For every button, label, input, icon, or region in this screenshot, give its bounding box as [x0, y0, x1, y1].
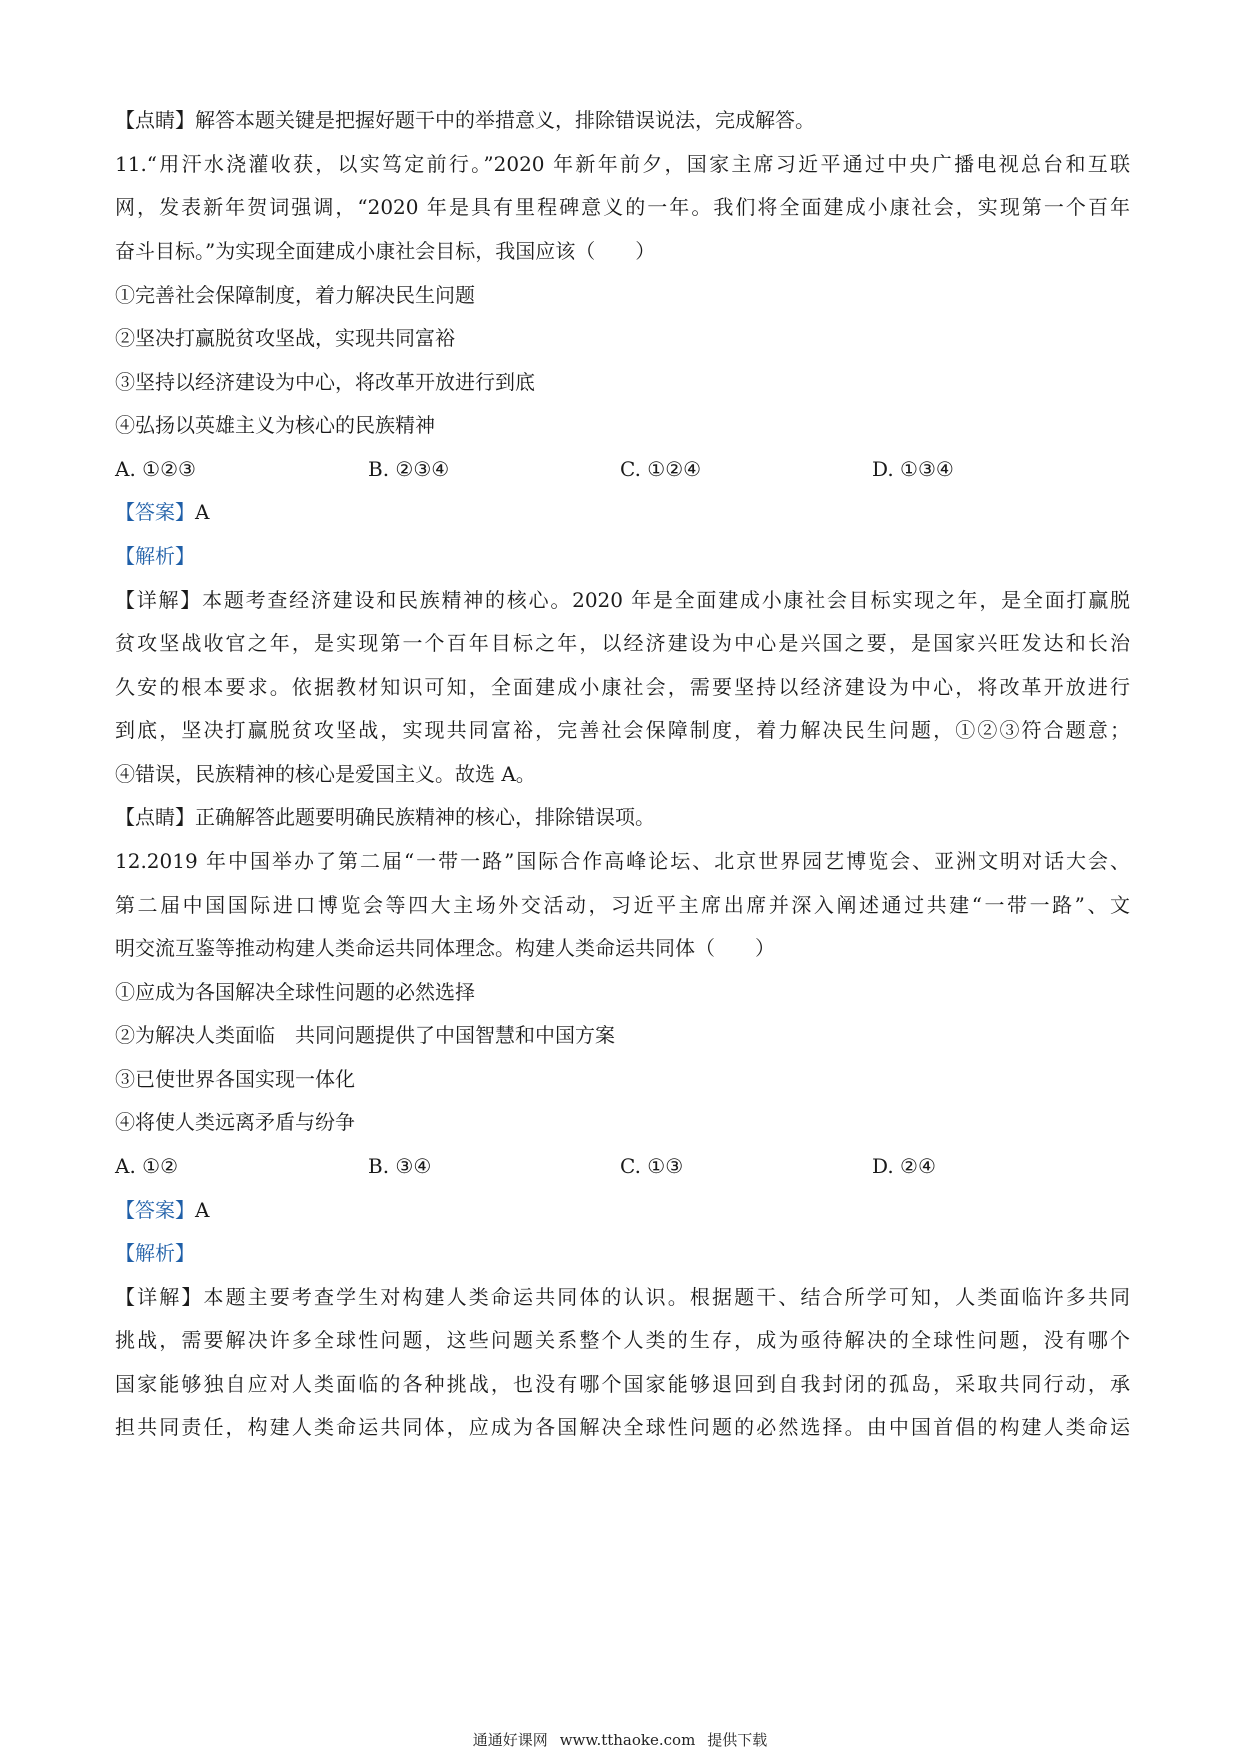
q11-detail-line-5: ④错误，民族精神的核心是爱国主义。故选 A。 — [115, 762, 536, 786]
q12-detail-line-3: 国家能够独自应对人类面临的各种挑战，也没有哪个国家能够退回到自我封闭的孤岛，采取共同行动，承 — [115, 1372, 1130, 1396]
q12-option-a: A. ①② — [115, 1154, 179, 1178]
q12-detail-line-4: 担共同责任，构建人类命运共同体，应成为各国解决全球性问题的必然选择。由中国首倡的构建人类命运 — [115, 1415, 1130, 1439]
q12-item-1: ①应成为各国解决全球性问题的必然选择 — [115, 980, 475, 1004]
q12-detail-tag: 【详解】 — [115, 1285, 204, 1309]
q12-analysis-tag: 【解析】 — [115, 1241, 195, 1265]
footer-site-name: 通通好课网 — [472, 1731, 548, 1749]
q12-detail-text-1: 本题主要考查学生对构建人类命运共同体的认识。根据题干、结合所学可知，人类面临许多共同 — [203, 1285, 1131, 1309]
dianjing-tag: 【点睛】 — [115, 108, 195, 132]
q11-detail-text-1: 本题考查经济建设和民族精神的核心。2020 年是全面建成小康社会目标实现之年，是全面打赢脱 — [202, 588, 1131, 612]
q11-stem-line-2: 网，发表新年贺词强调，“2020 年是具有里程碑意义的一年。我们将全面建成小康社会，实现第一个百年 — [115, 195, 1130, 219]
q12-item-2: ②为解决人类面临 共同问题提供了中国智慧和中国方案 — [115, 1023, 615, 1047]
q11-answer: A — [195, 500, 210, 524]
q12-option-b: B. ③④ — [368, 1154, 432, 1178]
q12-answer: A — [195, 1198, 210, 1222]
q12-stem-line-2: 第二届中国国际进口博览会等四大主场外交活动，习近平主席出席并深入阐述通过共建“一带一路”、文 — [115, 893, 1130, 917]
q12-item-4: ④将使人类远离矛盾与纷争 — [115, 1110, 355, 1134]
q11-detail-line-1 — [115, 586, 1130, 614]
footer-url[interactable]: www.tthaoke.com — [559, 1731, 696, 1749]
q11-item-3: ③坚持以经济建设为中心，将改革开放进行到底 — [115, 370, 535, 394]
q11-detail-line-3: 久安的根本要求。依据教材知识可知，全面建成小康社会，需要坚持以经济建设为中心，将改革开放进行 — [115, 675, 1130, 699]
q12-analysis-line — [115, 1239, 1130, 1267]
footer-suffix: 提供下载 — [707, 1731, 768, 1749]
q11-detail-line-2: 贫攻坚战收官之年，是实现第一个百年目标之年，以经济建设为中心是兴国之要，是国家兴旺发达和长治 — [115, 631, 1130, 655]
q11-stem-line-1: 11.“用汗水浇灌收获，以实笃定前行。”2020 年新年前夕，国家主席习近平通过中央广播电视总台和互联 — [115, 152, 1130, 176]
q11-item-1: ①完善社会保障制度，着力解决民生问题 — [115, 283, 475, 307]
q11-item-4: ④弘扬以英雄主义为核心的民族精神 — [115, 413, 435, 437]
q12-answer-tag: 【答案】 — [115, 1198, 195, 1222]
page-footer — [0, 1730, 1240, 1750]
q11-analysis-tag: 【解析】 — [115, 544, 195, 568]
q11-dianjing-line — [115, 803, 1130, 831]
q11-analysis-line — [115, 542, 1130, 570]
dianjing-text: 解答本题关键是把握好题干中的举措意义，排除错误说法，完成解答。 — [195, 108, 815, 132]
q12-option-c: C. ①③ — [620, 1154, 684, 1178]
q11-answer-tag: 【答案】 — [115, 500, 195, 524]
dianjing-line — [115, 106, 1130, 134]
q11-option-c: C. ①②④ — [620, 457, 702, 481]
q12-option-d: D. ②④ — [872, 1154, 936, 1178]
q11-item-2: ②坚决打赢脱贫攻坚战，实现共同富裕 — [115, 326, 455, 350]
q12-answer-line — [115, 1196, 1130, 1224]
q11-dianjing-text: 正确解答此题要明确民族精神的核心，排除错误项。 — [195, 805, 655, 829]
q11-option-d: D. ①③④ — [872, 457, 954, 481]
q12-item-3: ③已使世界各国实现一体化 — [115, 1067, 355, 1091]
q11-detail-line-4: 到底，坚决打赢脱贫攻坚战，实现共同富裕，完善社会保障制度，着力解决民生问题，①②③符合题意； — [115, 718, 1130, 742]
q12-detail-line-2: 挑战，需要解决许多全球性问题，这些问题关系整个人类的生存，成为亟待解决的全球性问题，没有哪个 — [115, 1328, 1130, 1352]
q11-option-a: A. ①②③ — [115, 457, 196, 481]
q11-detail-tag: 【详解】 — [115, 588, 203, 612]
q11-answer-line — [115, 498, 1130, 526]
q11-dianjing-tag: 【点睛】 — [115, 805, 195, 829]
q11-option-b: B. ②③④ — [368, 457, 450, 481]
q12-stem-line-3: 明交流互鉴等推动构建人类命运共同体理念。构建人类命运共同体（ ） — [115, 936, 775, 960]
q12-detail-line-1 — [115, 1283, 1130, 1311]
q11-stem-line-3: 奋斗目标。”为实现全面建成小康社会目标，我国应该（ ） — [115, 239, 656, 263]
q12-stem-line-1: 12.2019 年中国举办了第二届“一带一路”国际合作高峰论坛、北京世界园艺博览会、亚洲文明对话大会、 — [115, 849, 1130, 873]
